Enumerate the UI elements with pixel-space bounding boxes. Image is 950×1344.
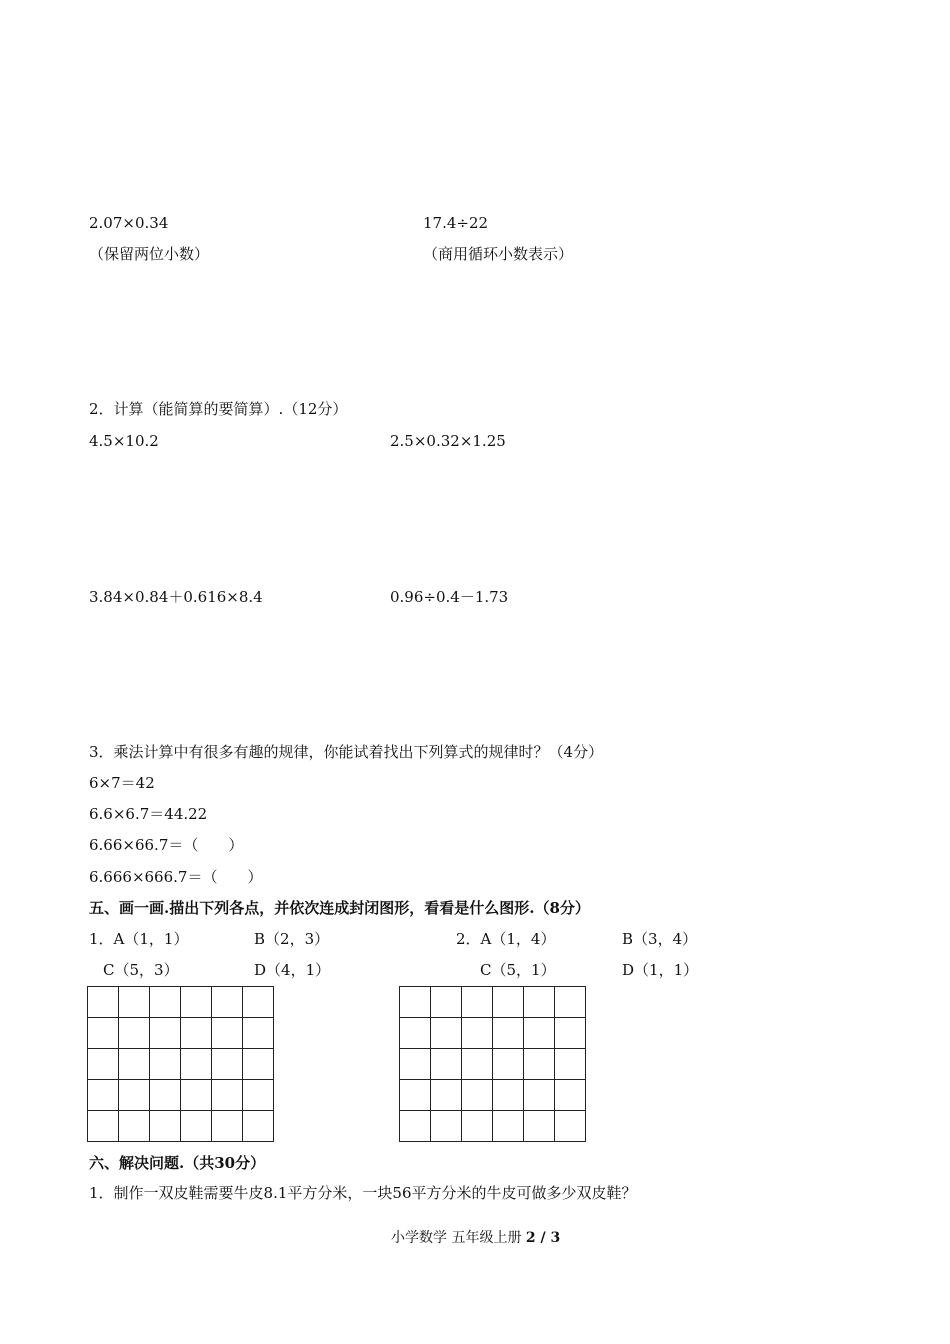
- footer-label: 小学数学 五年级上册: [391, 1230, 526, 1246]
- q3-line-2: 6.6×6.7＝44.22: [89, 805, 208, 823]
- section5-heading: 五、画一画.描出下列各点，并依次连成封闭图形，看看是什么图形.（8分）: [89, 899, 590, 917]
- set1-point-c: C（5，3）: [103, 961, 179, 979]
- set2-point-c: C（5，1）: [480, 961, 556, 979]
- set2-point-a: 2．A（1，4）: [456, 930, 556, 948]
- q3-heading: 3．乘法计算中有很多有趣的规律，你能试着找出下列算式的规律时？（4分）: [89, 743, 604, 761]
- set2-point-b: B（3，4）: [622, 930, 698, 948]
- set1-point-b: B（2，3）: [254, 930, 330, 948]
- grid-1: [87, 986, 274, 1142]
- expr-right: 17.4÷22: [423, 214, 489, 232]
- expr-left: 2.07×0.34: [89, 214, 169, 232]
- note-right: （商用循环小数表示）: [423, 245, 574, 263]
- q3-line-3: 6.66×66.7＝（ ）: [89, 836, 244, 854]
- section6-q1: 1．制作一双皮鞋需要牛皮8.1平方分米，一块56平方分米的牛皮可做多少双皮鞋？: [89, 1184, 637, 1202]
- set1-point-a: 1．A（1，1）: [89, 930, 189, 948]
- set1-point-d: D（4，1）: [254, 961, 331, 979]
- q3-line-4: 6.666×666.7＝（ ）: [89, 868, 263, 886]
- page-footer: [391, 1231, 560, 1245]
- q3-line-1: 6×7＝42: [89, 774, 155, 792]
- q2-item-4: 0.96÷0.4－1.73: [390, 588, 509, 606]
- grid-2: [399, 986, 586, 1142]
- q2-item-1: 4.5×10.2: [89, 432, 159, 450]
- q2-heading: 2．计算（能简算的要简算）.（12分）: [89, 400, 348, 418]
- q2-item-2: 2.5×0.32×1.25: [390, 432, 506, 450]
- set2-point-d: D（1，1）: [622, 961, 699, 979]
- section6-heading: 六、解决问题.（共30分）: [89, 1154, 266, 1172]
- q2-item-3: 3.84×0.84＋0.616×8.4: [89, 588, 263, 606]
- note-left: （保留两位小数）: [89, 245, 210, 263]
- page-number: 2 / 3: [525, 1230, 561, 1246]
